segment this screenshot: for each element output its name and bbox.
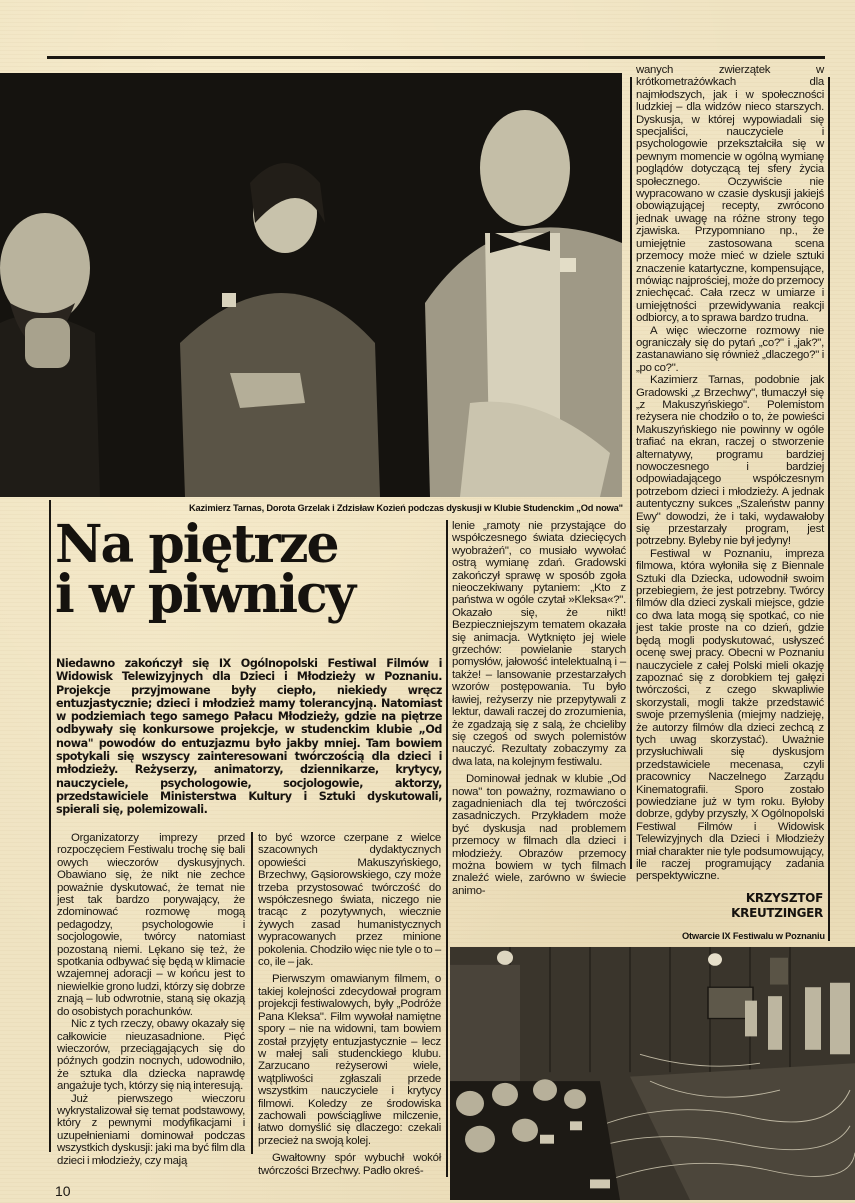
- photo-discussion-panel: [0, 73, 622, 497]
- author-byline: [731, 891, 823, 921]
- paragraph: lenie „ramoty nie przystające do współczesnego świata dziecięcych wyobrażeń", co musiało wywołać ostrą wymianę zdań. Gradowski zakończył sprawę w sposób zgoła nieoczekiwany pytaniem: „Kto z państwa w ogóle czytał »Kleksa«?". Okazało się, że nikt! Bezpieczniejszym tematem okazała się animacja. Wytknięto jej wiele grzechów: powielanie starych pomysłów, jałowość intelektualną i – także! – lansowanie przestarzałych wzorów postępowania. Tu było ławiej, reżyserzy nie przepytywali z lektur, dawali raczej do zrozumienia, że zgadzają się z salą, że chcieliby się czegoś od swych polemistów nauczyć. Rezultaty zobaczymy za dwa lata, na kolejnym festiwalu.: [452, 520, 626, 768]
- headline-line-2: i w piwnicy: [55, 564, 355, 625]
- article-lead: Niedawno zakończył się IX Ogólnopolski Festiwal Filmów i Widowisk Telewizyjnych dla Dzieci i Młodzieży w Poznaniu. Projekcje przyjmowane były ciepło, niekiedy wręcz entuzjastycznie; dzieci i młodzież mamy tolerancyjną. Natomiast w podziemiach tego samego Pałacu Młodzieży, gdzie na piętrze odbywały się konkursowe projekcje, w studenckim klubie „Od nowa" powodów do entuzjazmu było jakby mniej. Tam bowiem spotykali się wszyscy zainteresowani twórczością dla dzieci i młodzieży. Reżyserzy, animatorzy, dziennikarze, krytycy, nauczyciele, psychologowie, socjologowie, aktorzy, przedstawiciele Ministerstwa Kultury i Sztuki dyskutowali, spierali się, polemizowali.: [56, 657, 442, 817]
- paragraph: Organizatorzy imprezy przed rozpoczęciem Festiwalu trochę się bali owych wieczorów dyskusyjnych. Obawiano się, że nikt nie zechce poważnie dyskutować, że temat nie jest tak bardzo porywający, że zdominować rozmowę mogą pedagodzy, psychologowie i socjologowie, twórcy natomiast pozostaną niemi. Lękano się też, że spotkania odbywać się będą w klimacie wzajemnej adoracji – w końcu jest to niewielkie grono ludzi, którzy się dobrze znają – lub odwrotnie, staną się okazją do osobistych porachunków.: [57, 832, 245, 1018]
- column-rule-lead: [446, 520, 448, 835]
- photo-opening-caption: Otwarcie IX Festiwalu w Poznaniu: [682, 931, 825, 941]
- column-rule-1: [251, 832, 253, 1154]
- column-rule-2: [446, 832, 448, 1177]
- left-margin-rule: [49, 500, 51, 1152]
- photo-discussion-caption: Kazimierz Tarnas, Dorota Grzelak i Zdzisław Kozień podczas dyskusji w Klubie Studenckim „Od nowa": [189, 503, 623, 513]
- paragraph: to być wzorce czerpane z wielce szacownych dydaktycznych opowieści Makuszyńskiego, Brzechwy, Gąsiorowskiego, czy może trzeba przystosować twórczość do współczesnego świata, niczego nie tracąc z pozytywnych, wiecznie żywych zasad humanistycznych wypracowanych przez minione pokolenia. Chodziło więc nie tyle o to – co, ile – jak.: [258, 832, 441, 969]
- article-column-3: [452, 520, 626, 897]
- article-column-2: [258, 832, 441, 1177]
- photo-festival-opening: [450, 947, 855, 1200]
- column-rule-3: [630, 77, 632, 869]
- paragraph: Już pierwszego wieczoru wykrystalizował się temat podstawowy, który z pewnymi modyfikacjami i uzupełnieniami dominował podczas wszystkich dyskusji: jaki ma być film dla dzieci i młodzieży, czy mają: [57, 1092, 245, 1167]
- column-rule-right: [828, 77, 830, 941]
- top-rule: [47, 56, 825, 59]
- paragraph: Festiwal w Poznaniu, impreza filmowa, która wyłoniła się z Biennale Sztuki dla Dziecka, udowodnił swoim przebiegiem, że jest potrzebny. Twórcy filmów dla dzieci zyskali miejsce, gdzie co dwa lata mogą się spotkać, co nie jest takie proste na co dzień, gdzie będą mogli podyskutować, usłyszeć ocenę swej pracy. Obecni w Poznaniu nauczyciele z całej Polski mieli okazję zapoznać się z dorobkiem tej gałęzi twórczości, z czego skwapliwie skorzystali, mogli także przedstawić swoje przemyślenia (miejmy nadzieję, że autorzy filmów dla dzieci zechcą z tych uwag skorzystać). Uważnie przysłuchiwali się dyskusjom przedstawiciele mecenasa, czyli pracownicy Naczelnego Zarządu Kinematografii. Sporo zostało powiedziane już w tym roku. Byłoby dobrze, gdyby przyszły, X Ogólnopolski Festiwal Filmów i Widowisk Telewizyjnych dla Dzieci i Młodzieży miał charakter nie tyle podsumowujący, ile raczej programujący zadania perspektywiczne.: [636, 547, 824, 883]
- photo-discussion-image: [0, 73, 622, 497]
- paragraph: Gwałtowny spór wybuchł wokół twórczości Brzechwy. Padło okreś-: [258, 1152, 441, 1177]
- paragraph: A więc wieczorne rozmowy nie ograniczały się do pytań „co?" i „jak?", zastanawiano się również „dlaczego?" i „po co?".: [636, 324, 824, 374]
- article-column-1: [57, 832, 245, 1167]
- paragraph: Dominował jednak w klubie „Od nowa" ton poważny, rozmawiano o zagadnieniach dla tej twórczości zasadniczych. Przykładem może być dyskusja nad problemem przemocy w filmach dla dzieci i młodzieży. Obrazów przemocy można bowiem w tych filmach znaleźć wiele, zarówno w świecie animo-: [452, 773, 626, 897]
- paragraph: Pierwszym omawianym filmem, o takiej kolejności zdecydował program projekcji festiwalowych, były „Podróże Pana Kleksa". Film wywołał namiętne spory – nie na widowni, tam bowiem został przyjęty entuzjastycznie – lecz w małej sali studenckiego klubu. Zarzucano reżyserowi wiele, wątpliwości zgłaszali przede wszystkim nauczyciele i krytycy filmowi. Koledzy ze środowiska zachowali powściągliwe milczenie, łatwo domyślić się dlaczego: czekali przecież na swoją kolej.: [258, 973, 441, 1147]
- photo-opening-image: [450, 947, 855, 1200]
- paragraph: wanych zwierzątek w krótkometrażówkach dla najmłodszych, jak i w społeczności ludzkiej – dla widzów nieco starszych. Dyskusja, w której wypowiadali się specjaliści, nauczyciele i psychologowie przekształciła się w pewnym momencie w ogólną wymianę poglądów dotyczącą tej sfery życia społecznego. Oczywiście nie wypracowano w czasie dyskusji jakiejś obowiązującej recepty, zwrócono jednak uwagę na różne strony tego zjawiska. Przypomniano np., że umiejętnie zastosowana scena przemocy może mieć w dziele sztuki znaczenie katartyczne, kompensujące, mówiąc najprościej, może do przemocy zniechęcać. Cała rzecz w umiarze i umiejętności przewidywania reakcji odbiorcy, a to sprawa bardzo trudna.: [636, 64, 824, 325]
- article-column-4: [636, 64, 824, 883]
- paragraph: Nic z tych rzeczy, obawy okazały się całkowicie nieuzasadnione. Pięć wieczorów, przeciągających się do późnych godzin nocnych, udowodniło, że sztuka dla dziecka naprawdę angażuje tych, którzy się nią interesują.: [57, 1018, 245, 1093]
- headline-line-1: Na piętrze: [55, 514, 338, 575]
- author-first-name: KRZYSZTOF: [745, 891, 823, 905]
- paragraph: Kazimierz Tarnas, podobnie jak Gradowski „z Brzechwy", tłumaczył się „z Makuszyńskiego". Polemistom reżysera nie chodziło o to, że powieści Makuszyńskiego nie powinny w ogóle trafiać na ekran, raczej o stworzenie alternatywy, programu bardziej nowoczesnego i bardziej odpowiadającego współczesnym potrzebom dzieci i młodzieży. A jednak autentyczny sukces „Szaleństw panny Ewy" dowodzi, że i taki, wydawałoby się przestarzały program, jest potrzebny. Byleby nie był jedyny!: [636, 374, 824, 548]
- page-number: 10: [55, 1183, 71, 1199]
- author-last-name: KREUTZINGER: [731, 906, 823, 920]
- article-headline: [55, 514, 435, 625]
